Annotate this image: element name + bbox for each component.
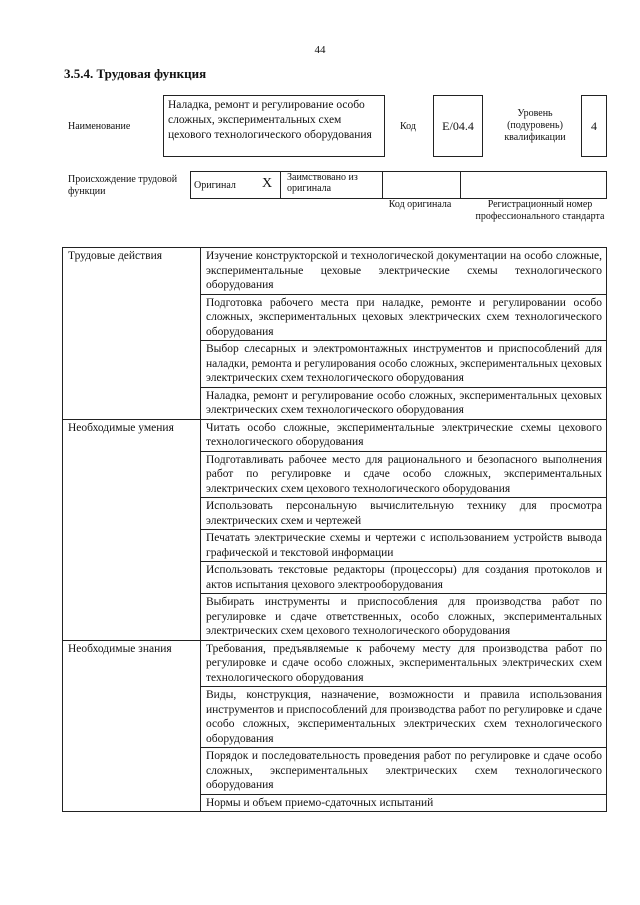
- table-cell: Нормы и объем приемо-сдаточных испытаний: [201, 794, 607, 812]
- original-label: Оригинал: [194, 180, 236, 191]
- table-cell: Использовать персональную вычислительную технику для просмотра электрических схем и чертежей: [201, 498, 607, 530]
- code-original-caption: Код оригинала: [388, 199, 452, 210]
- table-cell: Порядок и последовательность проведения работ по регулировке и сдаче особо сложных, экспериментальных электрических схем технологического оборудования: [201, 748, 607, 795]
- table-cell: Подготовка рабочего места при наладке, ремонте и регулировании особо сложных, экспериментальных цеховых электрических схем технологического оборудования: [201, 294, 607, 341]
- name-label: Наименование: [68, 121, 131, 132]
- table-cell: Печатать электрические схемы и чертежи с использованием устройств вывода графической и текстовой информации: [201, 530, 607, 562]
- table-row: [63, 640, 607, 687]
- table-cell: Изучение конструкторской и технологической документации на особо сложные, экспериментальные цеховые электрические схемы технологического оборудования: [201, 248, 607, 295]
- code-label: Код: [400, 121, 416, 132]
- origin-cell-code: [382, 172, 460, 198]
- origin-label: Происхождение трудовой функции: [68, 174, 178, 197]
- table-row: [63, 248, 607, 295]
- table-cell: Использовать текстовые редакторы (процессоры) для создания протоколов и актов испытания цехового электрооборудования: [201, 562, 607, 594]
- origin-cell-reg: [460, 172, 607, 198]
- table-cell: Наладка, ремонт и регулирование особо сложных, экспериментальных цеховых электрических схем технологического оборудования: [201, 387, 607, 419]
- page-number: 44: [314, 44, 326, 56]
- function-name-box: Наладка, ремонт и регулирование особо сложных, экспериментальных схем цехового технологического оборудования: [163, 95, 385, 157]
- reg-number-caption: Регистрационный номер профессионального стандарта: [475, 199, 605, 222]
- section-title: 3.5.4. Трудовая функция: [64, 66, 207, 81]
- origin-row: [190, 171, 607, 199]
- code-box: E/04.4: [433, 95, 483, 157]
- table-cell: Читать особо сложные, экспериментальные электрические схемы цехового технологического оборудования: [201, 419, 607, 451]
- category-cell: Необходимые умения: [63, 419, 201, 640]
- table-row: [63, 419, 607, 451]
- level-label: Уровень (подуровень) квалификации: [504, 108, 566, 143]
- borrowed-label: Заимствовано из оригинала: [287, 172, 358, 194]
- category-cell: Трудовые действия: [63, 248, 201, 420]
- table-cell: Выбирать инструменты и приспособления для производства работ по регулировке и сдаче ответственных, особо сложных, экспериментальных электрических схем цехового технологического оборудования: [201, 594, 607, 641]
- original-mark: X: [262, 176, 273, 191]
- table-cell: Требования, предъявляемые к рабочему месту для производства работ по регулировке и сдаче особо сложных, экспериментальных электрических схем технологического оборудования: [201, 640, 607, 687]
- functions-table: [62, 247, 607, 812]
- table-cell: Виды, конструкция, назначение, возможности и правила использования инструментов и приспособлений для производства работ по регулировке и сдаче особо сложных, экспериментальных электрических схем технологического оборудования: [201, 687, 607, 748]
- table-cell: Подготавливать рабочее место для рационального и безопасного выполнения работ по регулировке и сдаче особо сложных, экспериментальных электрических схем цехового технологического оборудования: [201, 451, 607, 498]
- table-cell: Выбор слесарных и электромонтажных инструментов и приспособлений для наладки, ремонта и регулирования особо сложных, экспериментальных цеховых электрических схем технологического оборудования: [201, 341, 607, 388]
- category-cell: Необходимые знания: [63, 640, 201, 812]
- level-box: 4: [581, 95, 607, 157]
